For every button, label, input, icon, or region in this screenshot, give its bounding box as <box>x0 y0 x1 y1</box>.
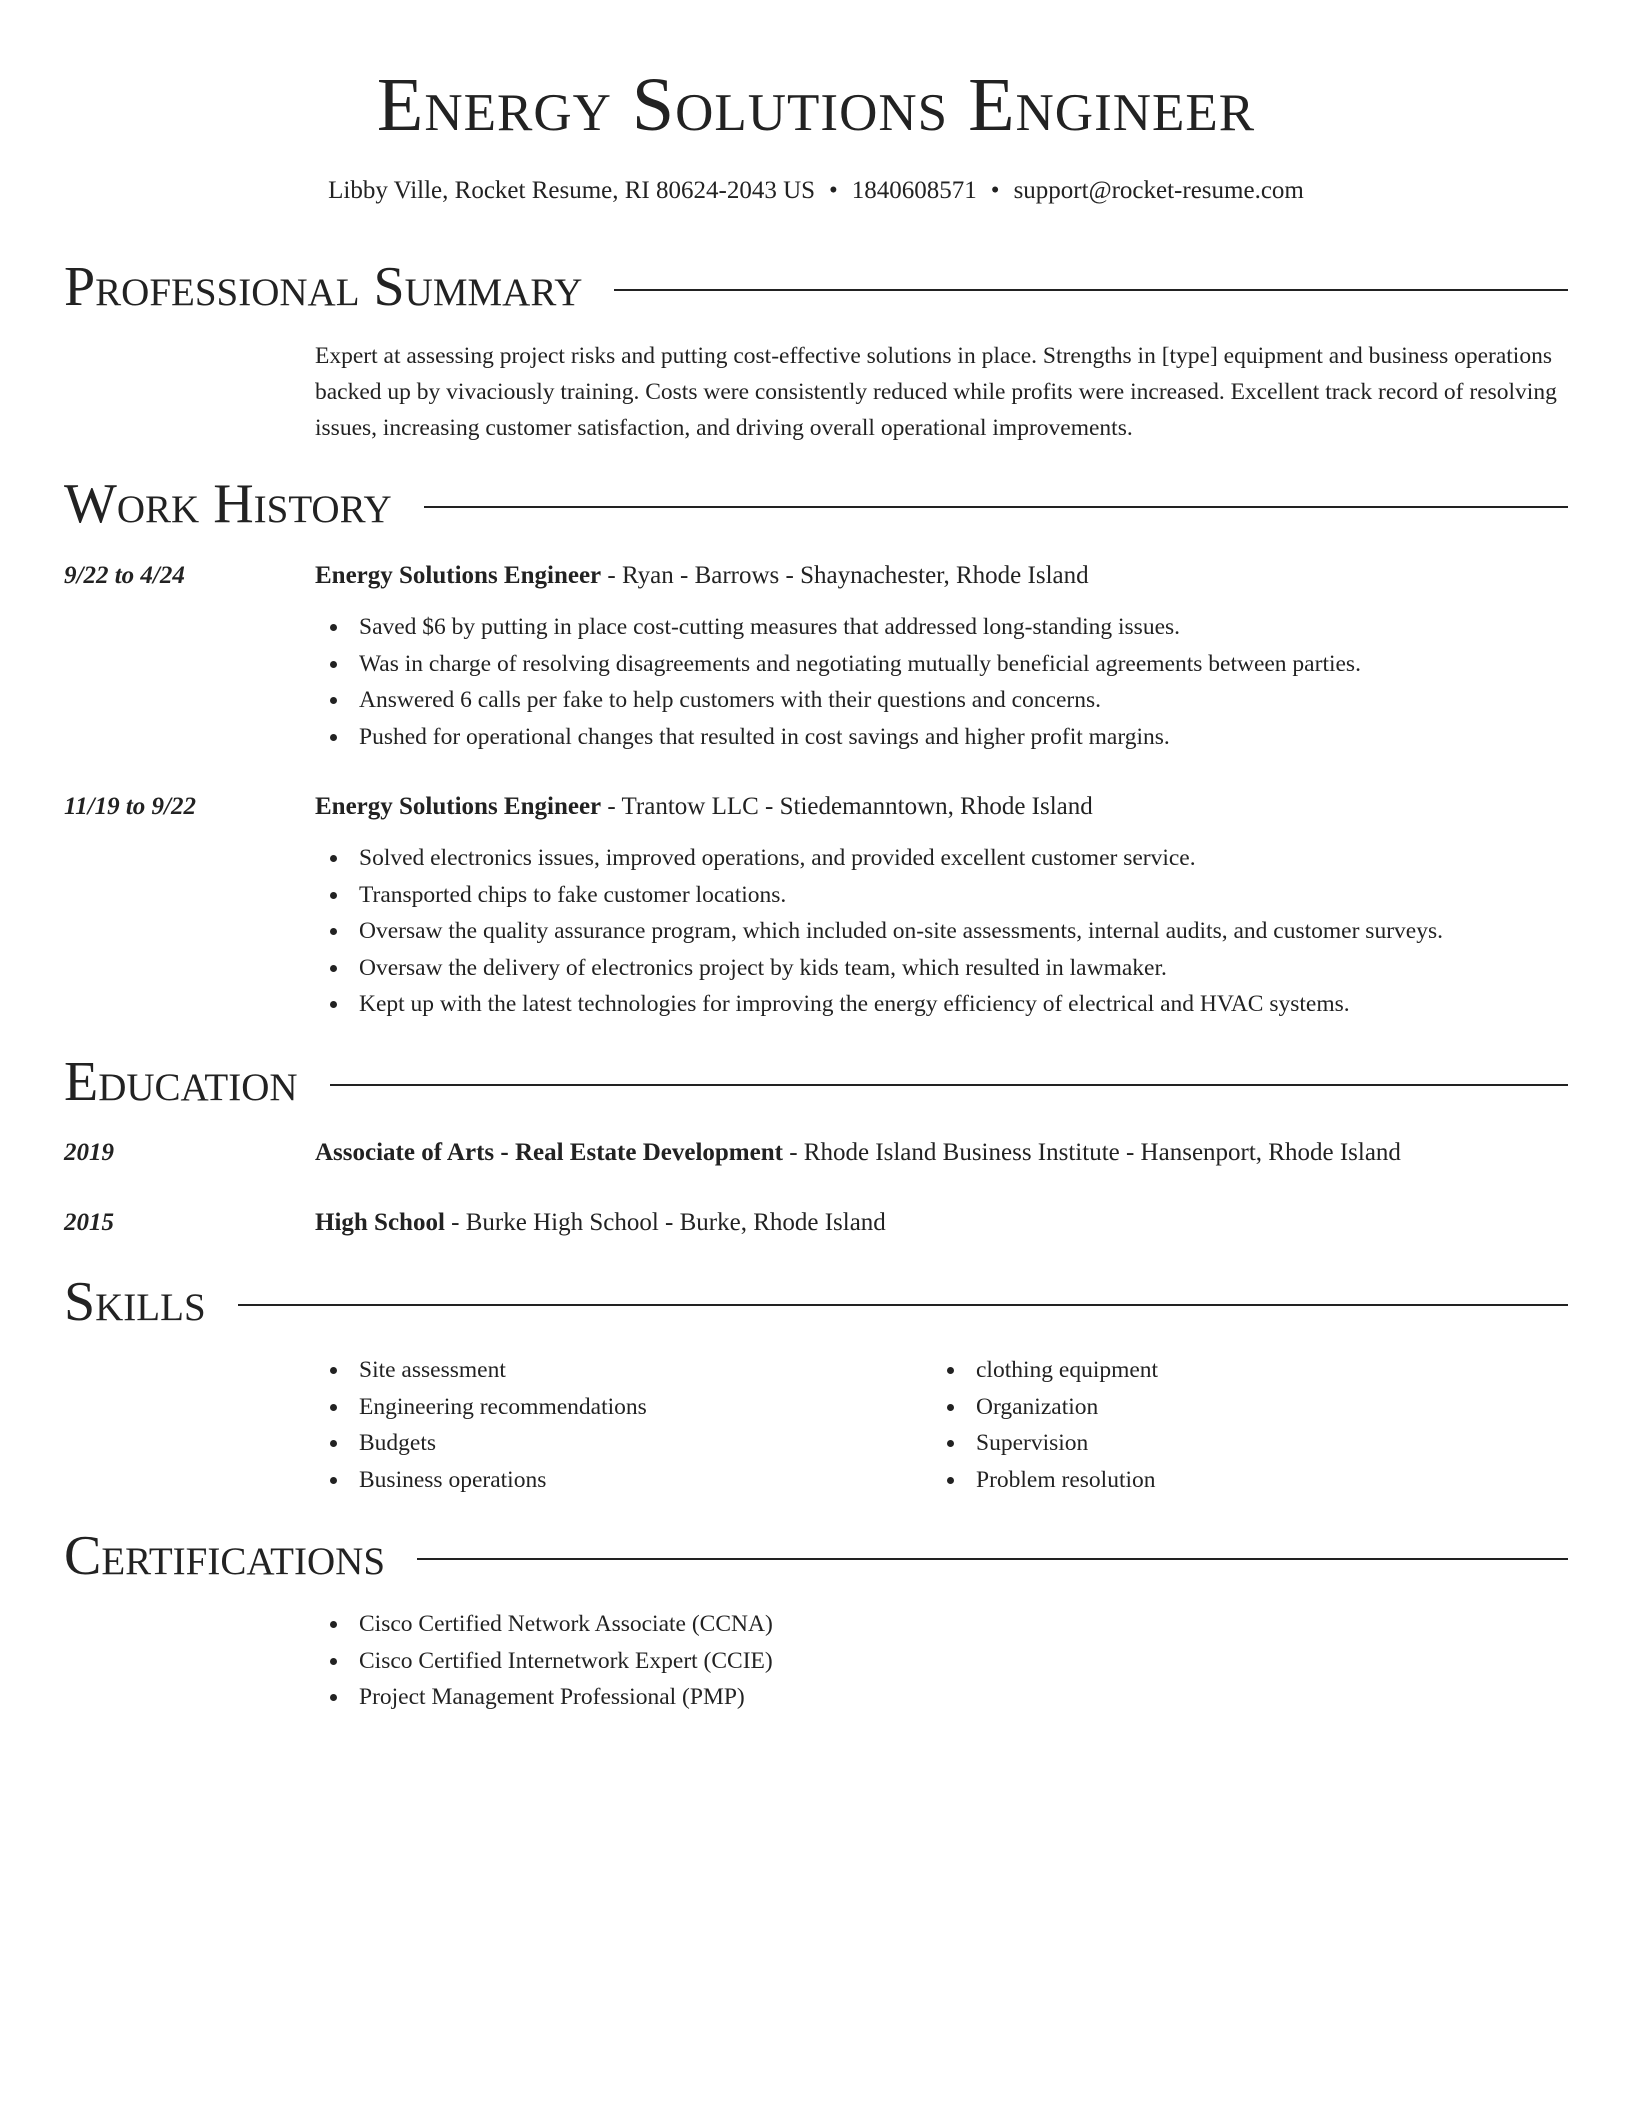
list-item: Transported chips to fake customer locations. <box>315 877 1443 914</box>
skill-item: Business operations <box>315 1462 647 1499</box>
skill-item: Budgets <box>315 1425 647 1462</box>
section-divider <box>238 1304 1568 1306</box>
section-title-work-history: Work History <box>64 473 392 535</box>
skills-list-left <box>315 1352 647 1498</box>
skills-list-right <box>932 1352 1158 1498</box>
job-dates: 11/19 to 9/22 <box>64 793 196 820</box>
section-header-education <box>64 1050 1568 1114</box>
contact-phone: 1840608571 <box>851 177 977 204</box>
job-heading <box>315 559 1565 593</box>
section-divider <box>424 506 1568 508</box>
section-divider <box>417 1558 1568 1560</box>
skill-item: Problem resolution <box>932 1462 1158 1499</box>
section-title-education: Education <box>64 1051 298 1113</box>
list-item: Oversaw the delivery of electronics project by kids team, which resulted in lawmaker. <box>315 950 1443 987</box>
education-year: 2019 <box>64 1139 114 1166</box>
skill-item: Engineering recommendations <box>315 1389 647 1426</box>
job-bullet-list <box>315 609 1361 755</box>
section-header-summary <box>64 255 1568 319</box>
certification-item: Cisco Certified Network Associate (CCNA) <box>315 1606 773 1643</box>
education-heading <box>315 1136 1565 1170</box>
contact-address: Libby Ville, Rocket Resume, RI 80624-2043 US <box>328 177 816 204</box>
education-degree: Associate of Arts - Real Estate Development <box>315 1139 783 1166</box>
candidate-name: Energy Solutions Engineer <box>376 63 1256 147</box>
job-role: Energy Solutions Engineer <box>315 562 602 589</box>
education-degree: High School <box>315 1209 445 1236</box>
certifications-list <box>315 1606 773 1716</box>
job-role: Energy Solutions Engineer <box>315 793 602 820</box>
section-title-certifications: Certifications <box>64 1525 386 1587</box>
contact-line <box>0 174 1632 208</box>
skill-item: Organization <box>932 1389 1158 1426</box>
skill-item: Supervision <box>932 1425 1158 1462</box>
skill-item: clothing equipment <box>932 1352 1158 1389</box>
list-item: Answered 6 calls per fake to help customers with their questions and concerns. <box>315 682 1361 719</box>
section-title-skills: Skills <box>64 1271 206 1333</box>
list-item: Oversaw the quality assurance program, which included on-site assessments, internal audits, and customer surveys. <box>315 913 1443 950</box>
job-details: - Trantow LLC - Stiedemanntown, Rhode Island <box>601 793 1093 820</box>
education-details: - Rhode Island Business Institute - Hansenport, Rhode Island <box>782 1139 1401 1166</box>
contact-separator: • <box>829 177 838 204</box>
job-details: - Ryan - Barrows - Shaynachester, Rhode Island <box>601 562 1089 589</box>
section-header-skills <box>64 1270 1568 1334</box>
list-item: Kept up with the latest technologies for improving the energy efficiency of electrical and HVAC systems. <box>315 986 1443 1023</box>
certification-item: Cisco Certified Internetwork Expert (CCIE) <box>315 1643 773 1680</box>
summary-text: Expert at assessing project risks and putting cost-effective solutions in place. Strengths in [type] equipment and business operations backed up by vivaciously training. Costs were consistently reduced while profits were increased. Excellent track record of resolving issues, increasing customer satisfaction, and driving overall operational improvements. <box>315 343 1557 441</box>
education-heading <box>315 1206 1565 1240</box>
contact-separator: • <box>990 177 1000 204</box>
list-item: Solved electronics issues, improved operations, and provided excellent customer service. <box>315 840 1443 877</box>
job-heading <box>315 790 1565 824</box>
section-header-certifications <box>64 1524 1568 1588</box>
list-item: Pushed for operational changes that resulted in cost savings and higher profit margins. <box>315 719 1361 756</box>
education-details: - Burke High School - Burke, Rhode Island <box>444 1209 886 1236</box>
job-dates: 9/22 to 4/24 <box>64 562 185 589</box>
list-item: Was in charge of resolving disagreements and negotiating mutually beneficial agreements between parties. <box>315 646 1361 683</box>
certification-item: Project Management Professional (PMP) <box>315 1679 773 1716</box>
section-header-work-history <box>64 472 1568 536</box>
contact-email: support@rocket-resume.com <box>1013 177 1304 204</box>
skill-item: Site assessment <box>315 1352 647 1389</box>
job-bullet-list <box>315 840 1443 1023</box>
section-divider <box>614 289 1568 291</box>
list-item: Saved $6 by putting in place cost-cutting measures that addressed long-standing issues. <box>315 609 1361 646</box>
education-year: 2015 <box>64 1209 114 1236</box>
section-title-summary: Professional Summary <box>64 256 583 318</box>
section-divider <box>330 1084 1568 1086</box>
